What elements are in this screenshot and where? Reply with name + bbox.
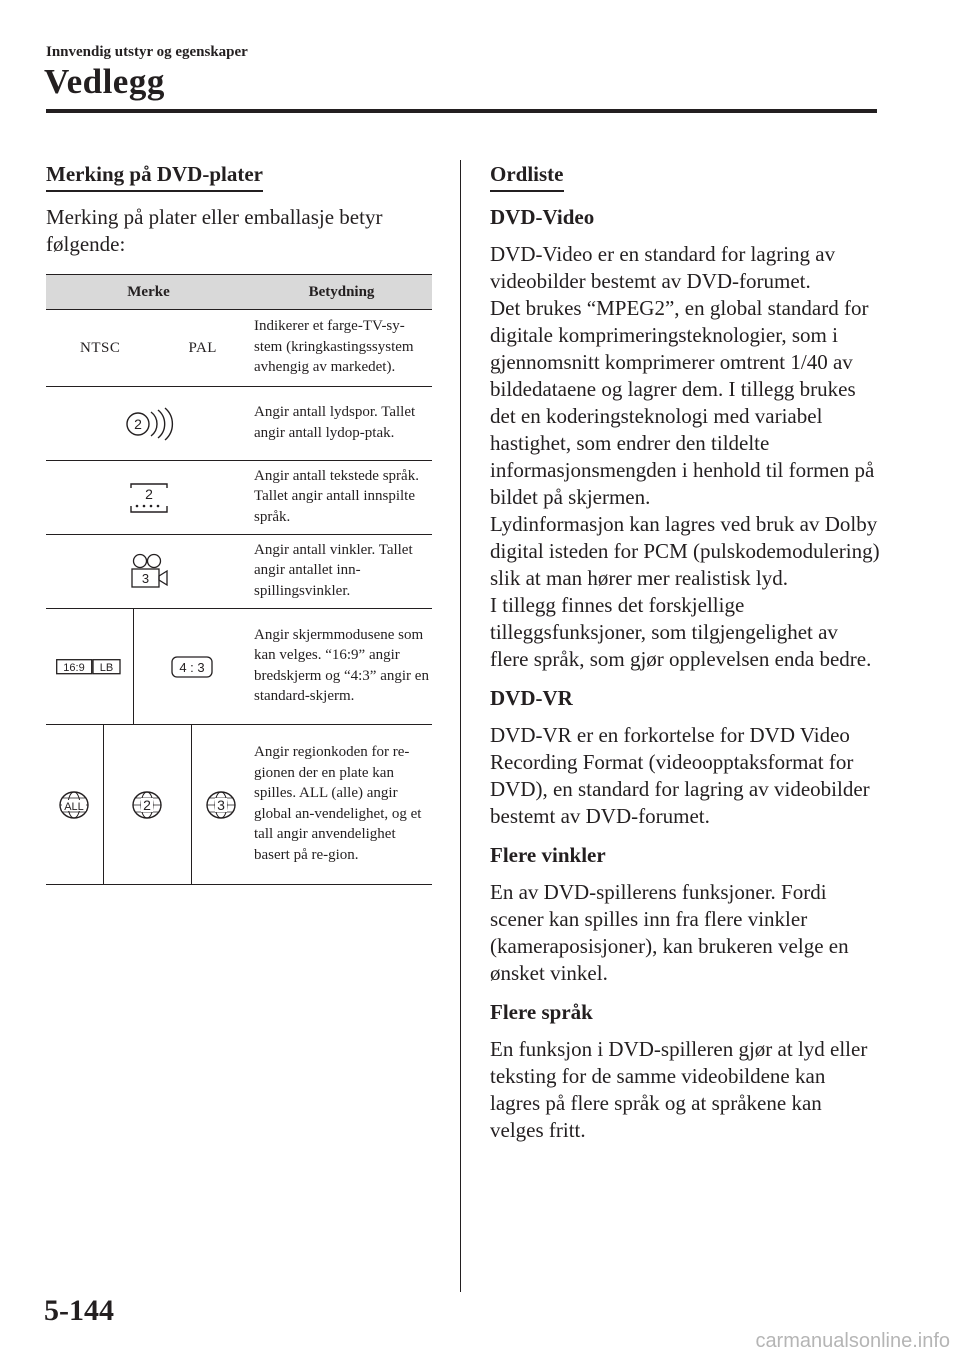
page-number: 5-144 [44, 1294, 114, 1327]
table-row [46, 609, 432, 725]
region-3-label: 3 [217, 796, 226, 813]
region-globe-2-icon [129, 789, 165, 821]
header-meaning: Betydning [251, 275, 432, 310]
region-all-label: ALL [64, 800, 85, 813]
dvd-marking-section [46, 160, 432, 885]
subtitle-languages-icon [127, 482, 171, 514]
glossary-term: DVD-VR [490, 686, 573, 710]
standard-screen-icon [170, 655, 214, 679]
header-section-label: Innvendig utstyr og egenskaper [46, 44, 248, 60]
page-title: Vedlegg [44, 62, 165, 101]
meaning-text: Angir antall lydspor. Tallet angir antall lydop-ptak. [251, 387, 432, 461]
region-globe-3-icon [203, 789, 239, 821]
dvd-marking-intro: Merking på plater eller emballasje betyr følgende: [46, 205, 383, 256]
mark-ntsc: NTSC [80, 339, 121, 356]
meaning-text: Indikerer et farge-TV-sy-stem (kringkastingssystem avhengig av markedet). [251, 310, 432, 387]
table-row [46, 725, 432, 885]
table-header-row [46, 275, 432, 310]
widescreen-lb-icon [56, 658, 122, 676]
glossary-definition: DVD-VR er en forkortelse for DVD Video Recording Format (videoopptaksformat for DVD), en standard for lagring av videobilder bestemt av DVD-forumet. [490, 723, 870, 828]
dvd-marking-heading: Merking på DVD-plater [46, 160, 263, 192]
column-divider [460, 160, 461, 1292]
meaning-text: Angir antall tekstede språk. Tallet angir antall innspilte språk. [251, 461, 432, 535]
watermark: carmanualsonline.info [755, 1330, 950, 1352]
subtitle-languages-number: 2 [144, 485, 153, 502]
header-rule [46, 109, 877, 113]
mode-widescreen: 16:9 [63, 661, 85, 674]
audio-tracks-icon [122, 406, 176, 442]
audio-tracks-number: 2 [133, 415, 142, 432]
glossary-term: Flere språk [490, 1000, 593, 1024]
mode-letterbox: LB [100, 661, 114, 674]
meaning-text: Angir antall vinkler. Tallet angir antallet inn-spillingsvinkler. [251, 535, 432, 609]
region-globe-all-icon [56, 789, 92, 821]
table-row [46, 461, 432, 535]
table-row [46, 387, 432, 461]
meaning-text: Angir skjermmodusene som kan velges. “16:9” angir bredskjerm og “4:3” angir en standard-skjerm. [251, 609, 432, 725]
glossary-heading: Ordliste [490, 160, 564, 192]
table-row [46, 310, 432, 387]
mark-pal: PAL [188, 339, 217, 356]
camera-angles-icon [127, 552, 171, 592]
dvd-marks-table [46, 274, 432, 885]
camera-angles-number: 3 [141, 570, 149, 586]
glossary-definition: En av DVD-spillerens funksjoner. Fordi scener kan spilles inn fra flere vinkler (kameraposisjoner), kan brukeren velge en ønsket vinkel. [490, 880, 849, 985]
region-2-label: 2 [143, 796, 151, 813]
table-row [46, 535, 432, 609]
glossary-definition: DVD-Video er en standard for lagring av videobilder bestemt av DVD-forumet. Det brukes “MPEG2”, en global standard for digitale komprimeringsteknologier, som i gjennomsnitt komprimerer omtrent 1/40 av bildedataene og lagrer dem. I tillegg brukes det en koderingsteknologi med variabel hastighet, som endrer den tildelte informasjonsmengden i henhold til formen på bildet på skjermen. Lydinformasjon kan lagres ved bruk av Dolby digital isteden for PCM (pulskodemodulering) slik at man hører mer realistisk lyd. I tillegg finnes det forskjellige tilleggsfunksjoner, som tilgjengelighet av flere språk, som gjør opplevelsen enda bedre. [490, 242, 880, 671]
mode-standard: 4 : 3 [179, 659, 205, 675]
meaning-text: Angir regionkoden for re-gionen der en plate kan spilles. ALL (alle) angir global an-vendelighet, og et tall angir anvendelighet basert på re-gion. [251, 725, 432, 885]
glossary-term: DVD-Video [490, 205, 595, 229]
glossary-term: Flere vinkler [490, 843, 606, 867]
header-mark: Merke [46, 275, 251, 310]
glossary-definition: En funksjon i DVD-spilleren gjør at lyd eller teksting for de samme videobildene kan lagres på flere språk og at språkene kan velges fritt. [490, 1037, 868, 1142]
glossary-section [490, 160, 880, 1144]
